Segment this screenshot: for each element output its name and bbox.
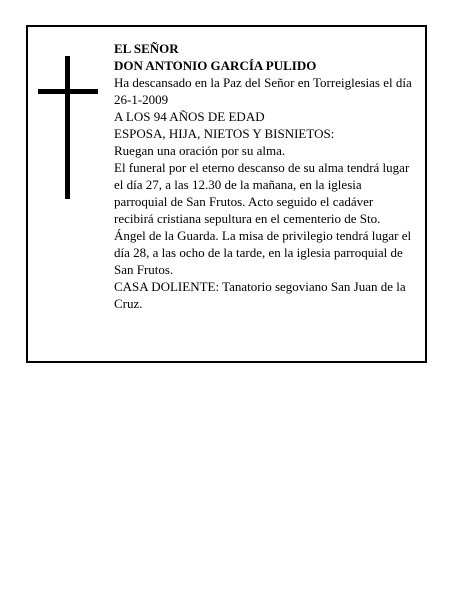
cross-icon — [38, 56, 98, 199]
prayer-request: Ruegan una oración por su alma. — [114, 143, 286, 158]
mourning-house: CASA DOLIENTE: Tanatorio segoviano San Juan de la Cruz. — [114, 279, 406, 311]
family-statement: ESPOSA, HIJA, NIETOS Y BISNIETOS: — [114, 126, 335, 141]
notice-header-title: EL SEÑOR — [114, 41, 179, 56]
rest-statement: Ha descansado en la Paz del Señor en Torreiglesias el día 26-1-2009 — [114, 75, 412, 107]
cross-horizontal-bar — [38, 89, 98, 94]
notice-text — [114, 40, 414, 312]
obituary-notice — [26, 25, 427, 363]
cross-vertical-bar — [65, 56, 70, 199]
deceased-name: DON ANTONIO GARCÍA PULIDO — [114, 58, 317, 73]
funeral-details: El funeral por el eterno descanso de su alma tendrá lugar el día 27, a las 12.30 de la mañana, en la iglesia parroquial de San Frutos. Acto seguido el cadáver recibirá cristiana sepultura en el cementerio de Sto. Ángel de la Guarda. La misa de privilegio tendrá lugar el día 28, a las ocho de la tarde, en la iglesia parroquial de San Frutos. — [114, 160, 412, 277]
age-statement: A LOS 94 AÑOS DE EDAD — [114, 109, 265, 124]
